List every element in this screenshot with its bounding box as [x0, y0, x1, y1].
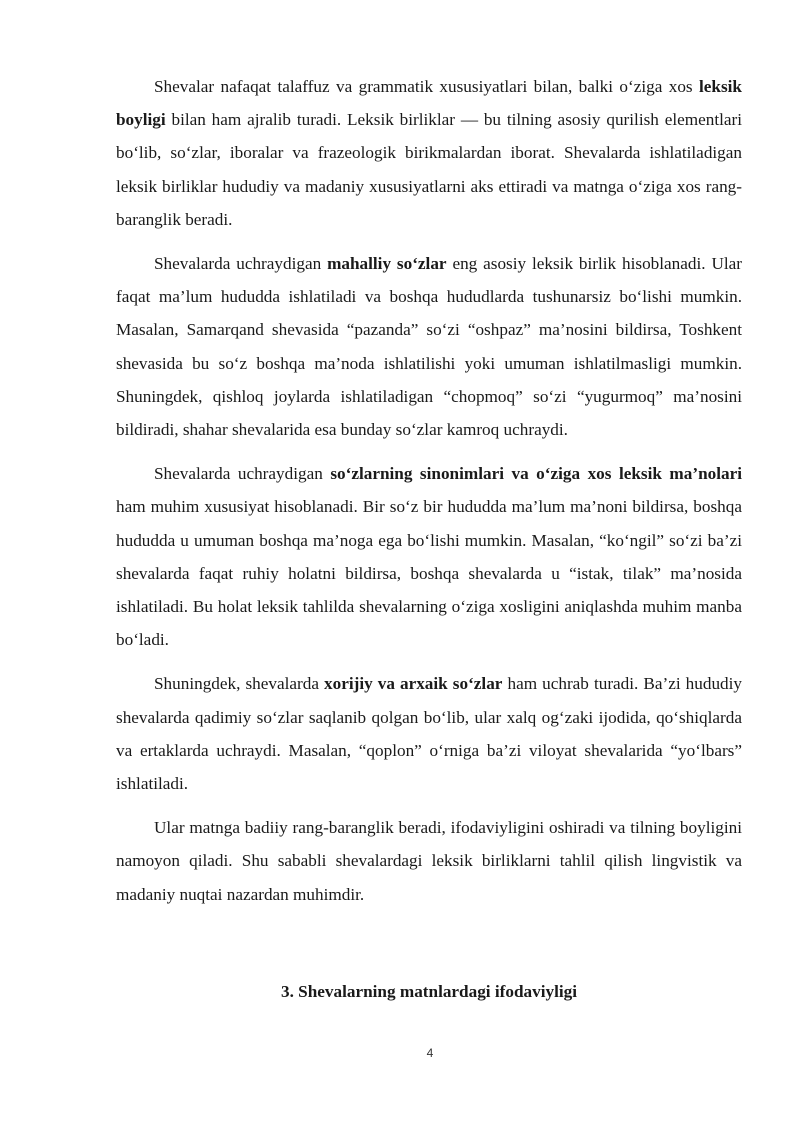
- paragraph-1-text: Shevalar nafaqat talaffuz va grammatik xususiyatlari bilan, balki o‘ziga xos: [154, 77, 699, 96]
- section-heading: 3. Shevalarning matnlardagi ifodaviyligi: [280, 982, 578, 1001]
- paragraph-1-text-cont: bilan ham ajralib turadi. Leksik birliklar — bu tilning asosiy qurilish elementlari bo‘lib, so‘zlar, iboralar va frazeologik birikmalardan iborat. Shevalarda ishlatiladigan leksik birliklar hududiy va madaniy xususiyatlarni aks ettiradi va matnga o‘ziga xos rang-baranglik beradi.: [116, 110, 742, 229]
- paragraph-5-text: Ular matnga badiiy rang-baranglik beradi, ifodaviyligini oshiradi va tilning boyligini namoyon qiladi. Shu sababli shevalardagi leksik birliklarni tahlil qilish lingvistik va madaniy nuqtai nazardan muhimdir.: [116, 818, 742, 904]
- paragraph-4: [116, 667, 742, 800]
- paragraph-3-text-cont: ham muhim xususiyat hisoblanadi. Bir so‘z bir hududda ma’lum ma’noni bildirsa, boshqa hududda u umuman boshqa ma’noga ega bo‘lishi mumkin. Masalan, “ko‘ngil” so‘zi ba’zi shevalarda faqat ruhiy holatni bildirsa, boshqa shevalarda u “istak, tilak” ma’nosida ishlatiladi. Bu holat leksik tahlilda shevalarning o‘ziga xosligini aniqlashda muhim manba bo‘ladi.: [116, 497, 742, 650]
- term-xorijiy-arxaik: xorijiy va arxaik so‘zlar: [324, 674, 503, 694]
- paragraph-4-text-cont: ham uchrab turadi. Ba’zi hududiy shevalarda qadimiy so‘zlar saqlanib qolgan bo‘lib, ular xalq og‘zaki ijodida, qo‘shiqlarda va ertaklarda uchraydi. Masalan, “qoplon” o‘rniga ba’zi viloyat shevalarida “yo‘lbars” ishlatiladi.: [116, 674, 743, 794]
- paragraph-2: [116, 247, 742, 446]
- paragraph-2-text: Shevalarda uchraydigan: [154, 254, 328, 274]
- term-mahalliy-sozlar: mahalliy so‘zlar: [327, 254, 447, 274]
- page-number: 4: [426, 1046, 434, 1060]
- paragraph-4-text: Shuningdek, shevalarda: [154, 674, 325, 694]
- paragraph-3: [116, 457, 742, 656]
- paragraph-5: [116, 811, 742, 911]
- document-body: [116, 70, 742, 922]
- term-leksik-boyligi: leksik boyligi: [116, 77, 742, 130]
- paragraph-3-text: Shevalarda uchraydigan: [154, 464, 331, 484]
- paragraph-1: [116, 70, 742, 236]
- term-sinonimlar: so‘zlarning sinonimlari va o‘ziga xos leksik ma’nolari: [330, 464, 742, 484]
- paragraph-2-text-cont: eng asosiy leksik birlik hisoblanadi. Ular faqat ma’lum hududda ishlatiladi va boshqa hududlarda tushunarsiz bo‘lishi mumkin. Masalan, Samarqand shevasida “pazanda” so‘zi “oshpaz” ma’nosini bildirsa, Toshkent shevasida bu so‘z boshqa ma’noda ishlatilishi yoki umuman ishlatilmasligi mumkin. Shuningdek, qishloq joylarda ishlatiladigan “chopmoq” so‘zi “yugurmoq” ma’nosini bildiradi, shahar shevalarida esa bunday so‘zlar kamroq uchraydi.: [116, 254, 742, 440]
